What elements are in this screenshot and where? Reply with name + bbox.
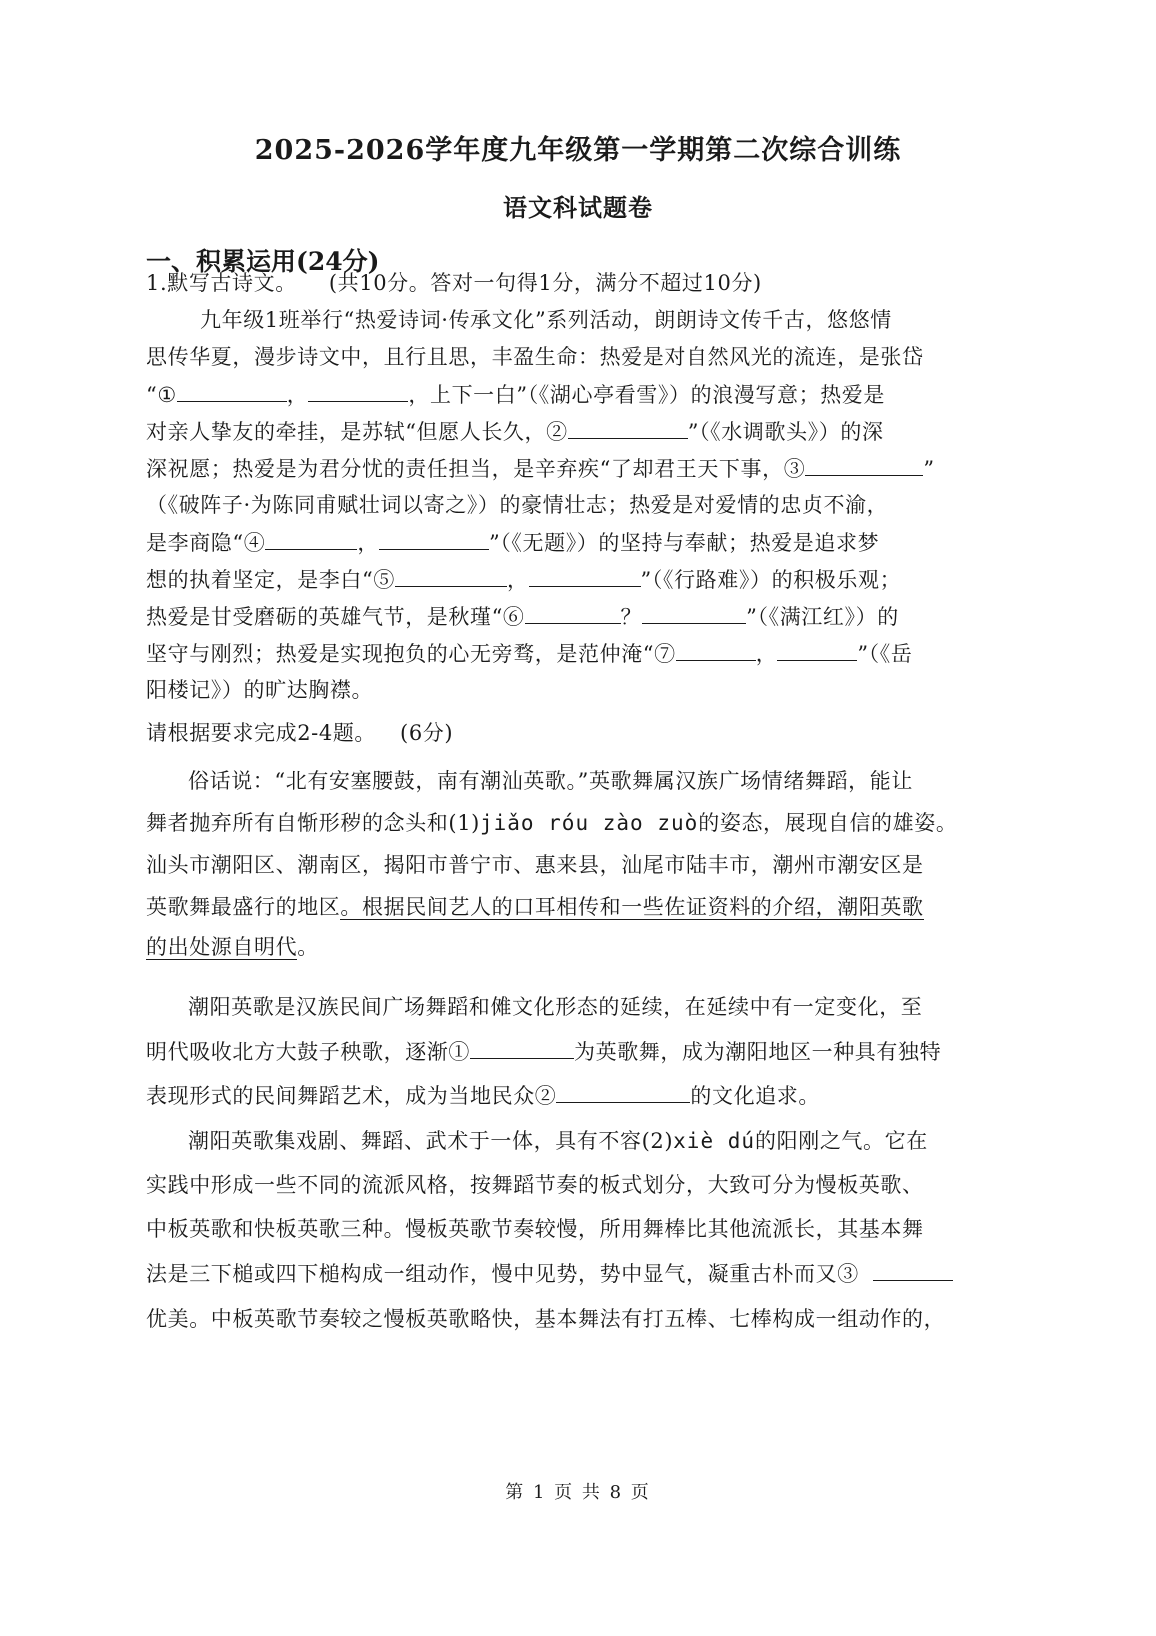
q1-line-3: “① ， ，上下一白”（《湖心亭看雪》）的浪漫写意；热爱是 [146, 379, 1026, 410]
q2-intro: 请根据要求完成2-4题。 [146, 721, 377, 745]
underlined-sentence: 。根据民间艺人的口耳相传和一些佐证资料的介绍，潮阳英歌 [340, 895, 924, 919]
passage-p1-line-1: 俗话说：“北有安塞腰鼓，南有潮汕英歌。”英歌舞属汉族广场情绪舞蹈，能让 [188, 769, 913, 793]
q2-score: (6分) [400, 721, 454, 745]
pinyin-2: xiè dú [673, 1129, 756, 1153]
answer-blank-5a[interactable] [395, 564, 507, 587]
q1-line-8: 想的执着坚定，是李白“⑤ ， ”（《行路难》）的积极乐观； [146, 564, 1026, 595]
answer-blank-1a[interactable] [177, 379, 287, 402]
q1-line-6: （《破阵子·为陈同甫赋壮词以寄之》）的豪情壮志；热爱是对爱情的忠贞不渝， [146, 493, 889, 517]
exam-subtitle: 语文科试题卷 [503, 193, 653, 222]
passage-p1-line-5: 的出处源自明代。 [146, 935, 319, 959]
passage-p1-line-2: 舞者抛弃所有自惭形秽的念头和(1)jiǎo róu zào zuò的姿态，展现自信的雄姿。 [146, 811, 958, 835]
pinyin-1: jiǎo róu zào zuò [479, 811, 699, 835]
answer-blank-4a[interactable] [265, 527, 357, 550]
q1-line-9: 热爱是甘受磨砺的英雄气节，是秋瑾“⑥ ？ ”（《满江红》）的 [146, 601, 1026, 632]
answer-blank-4b[interactable] [379, 527, 489, 550]
passage-p3-line-5: 优美。中板英歌节奏较之慢板英歌略快，基本舞法有打五棒、七棒构成一组动作的， [146, 1307, 946, 1331]
passage-p3-line-4: 法是三下槌或四下槌构成一组动作，慢中见势，势中显气，凝重古朴而又③ [146, 1258, 1026, 1289]
passage-p2-line-1: 潮阳英歌是汉族民间广场舞蹈和傩文化形态的延续，在延续中有一定变化，至 [188, 995, 923, 1019]
answer-blank-7a[interactable] [676, 638, 756, 661]
q1-note: (共10分。答对一句得1分，满分不超过10分) [328, 271, 762, 295]
underlined-sentence-end: 的出处源自明代 [146, 935, 298, 959]
q2-intro-line [146, 718, 1026, 748]
passage-p1-line-3: 汕头市潮阳区、潮南区，揭阳市普宁市、惠来县，汕尾市陆丰市，潮州市潮安区是 [146, 853, 924, 877]
page-footer: 第 1 页 共 8 页 [505, 1482, 651, 1503]
passage-p3-line-1: 潮阳英歌集戏剧、舞蹈、武术于一体，具有不容(2)xiè dú的阳刚之气。它在 [188, 1129, 928, 1153]
q1-line-11: 阳楼记》）的旷达胸襟。 [146, 678, 374, 702]
passage-p1-line-4: 英歌舞最盛行的地区。根据民间艺人的口耳相传和一些佐证资料的介绍，潮阳英歌 [146, 895, 924, 919]
answer-blank-p3[interactable] [873, 1258, 953, 1281]
answer-blank-2[interactable] [568, 416, 688, 439]
passage-p2-line-3: 表现形式的民间舞蹈艺术，成为当地民众② 的文化追求。 [146, 1080, 1026, 1111]
q1-line-10: 坚守与刚烈；热爱是实现抱负的心无旁骛，是范仲淹“⑦ ， ”（《岳 [146, 638, 1026, 669]
answer-blank-3[interactable] [805, 453, 923, 476]
answer-blank-5b[interactable] [529, 564, 641, 587]
passage-p3-line-2: 实践中形成一些不同的流派风格，按舞蹈节奏的板式划分，大致可分为慢板英歌、 [146, 1173, 924, 1197]
exam-title: 2025-2026学年度九年级第一学期第二次综合训练 [254, 135, 902, 166]
answer-blank-p1[interactable] [470, 1036, 574, 1059]
q1-line-4: 对亲人挚友的牵挂，是苏轼“但愿人长久，② ”（《水调歌头》）的深 [146, 416, 1026, 447]
q1-stem: 1.默写古诗文。 [146, 271, 297, 295]
q1-stem-line [146, 268, 1026, 298]
answer-blank-1b[interactable] [308, 379, 408, 402]
answer-blank-p2[interactable] [556, 1080, 690, 1103]
answer-blank-7b[interactable] [777, 638, 857, 661]
answer-blank-6b[interactable] [642, 601, 746, 624]
answer-blank-6a[interactable] [525, 601, 621, 624]
passage-p2-line-2: 明代吸收北方大鼓子秧歌，逐渐① 为英歌舞，成为潮阳地区一种具有独特 [146, 1036, 1026, 1067]
q1-line-2: 思传华夏，漫步诗文中，且行且思，丰盈生命：热爱是对自然风光的流连，是张岱 [146, 345, 924, 369]
q1-line-7: 是李商隐“④ ， ”（《无题》）的坚持与奉献；热爱是追求梦 [146, 527, 1026, 558]
passage-p3-line-3: 中板英歌和快板英歌三种。慢板英歌节奏较慢，所用舞棒比其他流派长，其基本舞 [146, 1217, 924, 1241]
section-heading: 一、积累运用(24分) [146, 247, 380, 276]
q1-line-5: 深祝愿；热爱是为君分忧的责任担当，是辛弃疾“了却君王天下事，③ ” [146, 453, 1026, 484]
q1-line-1: 九年级1班举行“热爱诗词·传承文化”系列活动，朗朗诗文传千古，悠悠情 [200, 308, 892, 332]
